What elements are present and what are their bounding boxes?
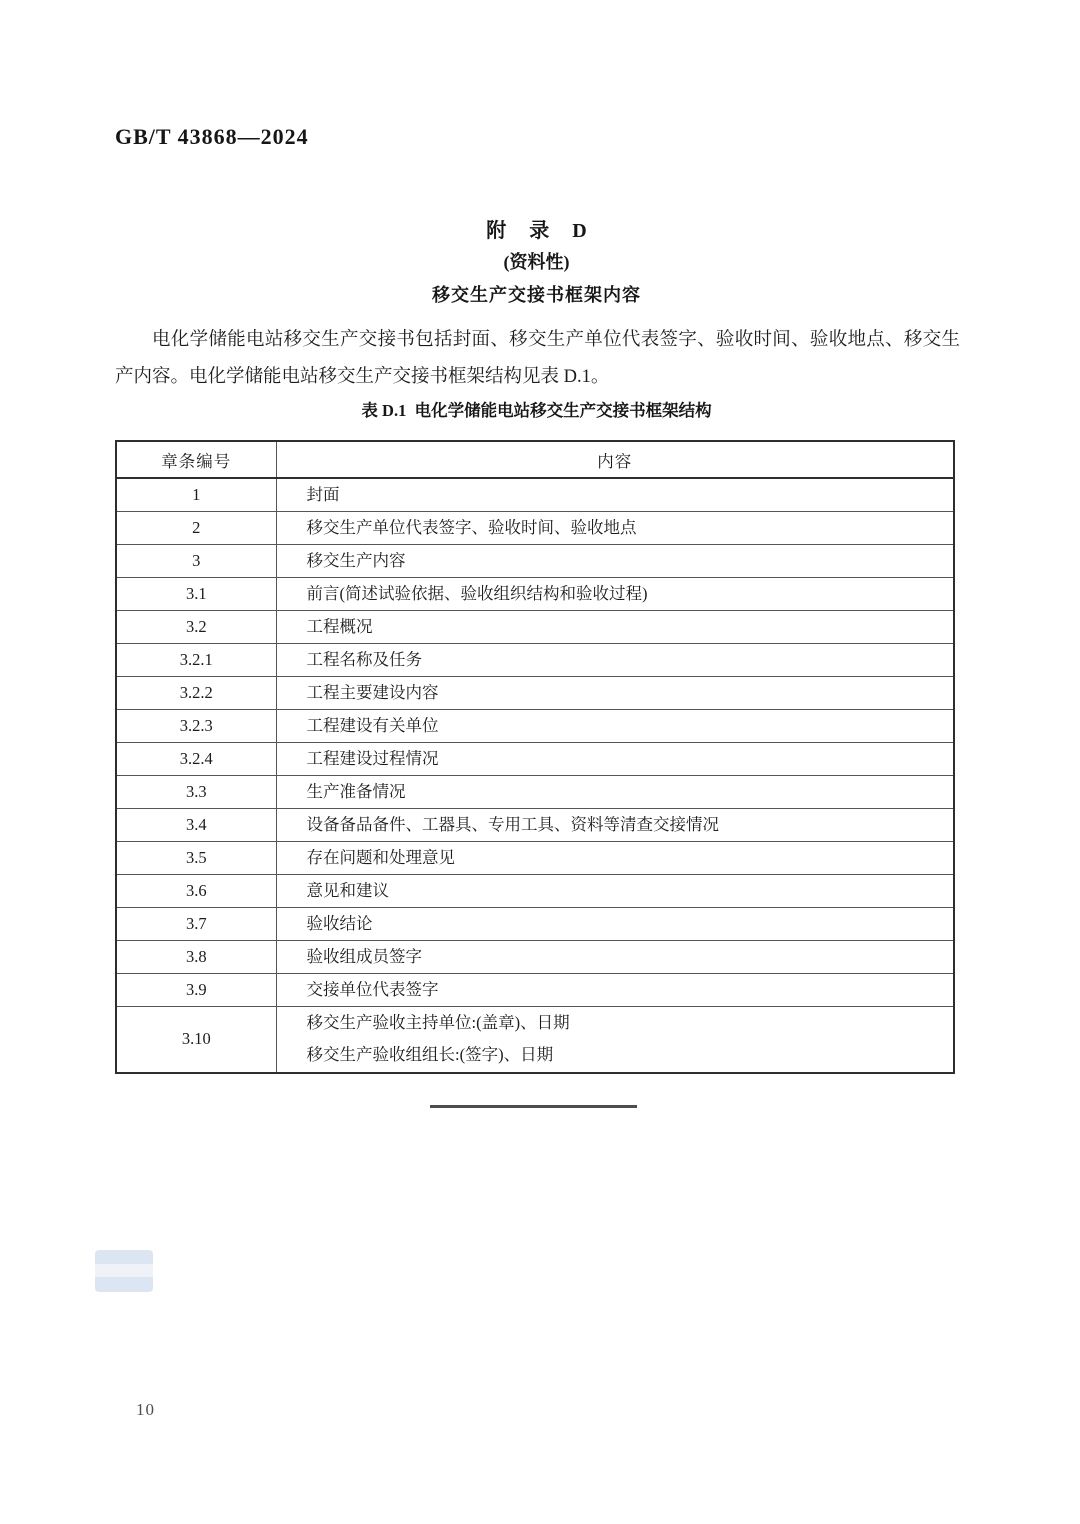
table-body — [116, 478, 954, 1073]
table-row — [116, 644, 954, 677]
table-row — [116, 512, 954, 545]
column-header-clause-number: 章条编号 — [116, 441, 276, 478]
clause-number-cell: 3.3 — [116, 776, 276, 809]
table-row — [116, 578, 954, 611]
clause-number-cell: 3.9 — [116, 974, 276, 1007]
clause-number-cell: 3.7 — [116, 908, 276, 941]
table-caption: 表 D.1 电化学储能电站移交生产交接书框架结构 — [361, 401, 712, 420]
content-cell: 工程建设有关单位 — [276, 710, 954, 743]
clause-number-cell: 3.6 — [116, 875, 276, 908]
content-cell: 工程建设过程情况 — [276, 743, 954, 776]
clause-number-cell: 3.8 — [116, 941, 276, 974]
table-row — [116, 478, 954, 512]
appendix-title: 附 录 D — [486, 220, 587, 242]
table-row — [116, 776, 954, 809]
table-row — [116, 545, 954, 578]
clause-number-cell: 3.2 — [116, 611, 276, 644]
page-number: 10 — [136, 1400, 155, 1419]
clause-number-cell: 3.2.3 — [116, 710, 276, 743]
clause-number-cell: 1 — [116, 478, 276, 512]
content-cell: 设备备品备件、工器具、专用工具、资料等清查交接情况 — [276, 809, 954, 842]
table-row — [116, 809, 954, 842]
content-cell: 交接单位代表签字 — [276, 974, 954, 1007]
content-cell: 工程名称及任务 — [276, 644, 954, 677]
table-row — [116, 875, 954, 908]
appendix-heading: 移交生产交接书框架内容 — [432, 285, 641, 305]
clause-number-cell: 3.1 — [116, 578, 276, 611]
table-row — [116, 743, 954, 776]
table-row — [116, 677, 954, 710]
standard-code: GB/T 43868—2024 — [115, 124, 309, 149]
table-row — [116, 710, 954, 743]
content-cell: 工程主要建设内容 — [276, 677, 954, 710]
column-header-content: 内容 — [276, 441, 954, 478]
clause-number-cell: 3.2.1 — [116, 644, 276, 677]
content-cell: 移交生产内容 — [276, 545, 954, 578]
content-cell: 验收结论 — [276, 908, 954, 941]
content-cell: 封面 — [276, 478, 954, 512]
content-cell: 验收组成员签字 — [276, 941, 954, 974]
table-row — [116, 842, 954, 875]
clause-number-cell: 3.2.2 — [116, 677, 276, 710]
content-cell: 移交生产验收主持单位:(盖章)、日期 移交生产验收组组长:(签字)、日期 — [276, 1007, 954, 1073]
content-cell: 工程概况 — [276, 611, 954, 644]
intro-paragraph: 电化学储能电站移交生产交接书包括封面、移交生产单位代表签字、验收时间、验收地点、移交生产内容。电化学储能电站移交生产交接书框架结构见表 D.1。 — [115, 330, 960, 387]
table-row — [116, 974, 954, 1007]
clause-number-cell: 3.2.4 — [116, 743, 276, 776]
clause-number-cell: 3.10 — [116, 1007, 276, 1073]
content-cell: 前言(简述试验依据、验收组织结构和验收过程) — [276, 578, 954, 611]
table-header — [116, 441, 954, 478]
clause-number-cell: 3.4 — [116, 809, 276, 842]
appendix-subtitle: (资料性) — [503, 252, 570, 272]
content-cell: 移交生产单位代表签字、验收时间、验收地点 — [276, 512, 954, 545]
watermark-logo — [95, 1250, 153, 1292]
clause-number-cell: 3.5 — [116, 842, 276, 875]
table-row — [116, 941, 954, 974]
content-cell: 生产准备情况 — [276, 776, 954, 809]
table-row — [116, 611, 954, 644]
watermark-band — [95, 1264, 153, 1277]
table-row — [116, 1007, 954, 1073]
framework-table — [115, 440, 955, 1074]
content-cell: 意见和建议 — [276, 875, 954, 908]
clause-number-cell: 2 — [116, 512, 276, 545]
content-cell: 存在问题和处理意见 — [276, 842, 954, 875]
table-row — [116, 908, 954, 941]
end-of-section-divider — [430, 1105, 637, 1108]
clause-number-cell: 3 — [116, 545, 276, 578]
